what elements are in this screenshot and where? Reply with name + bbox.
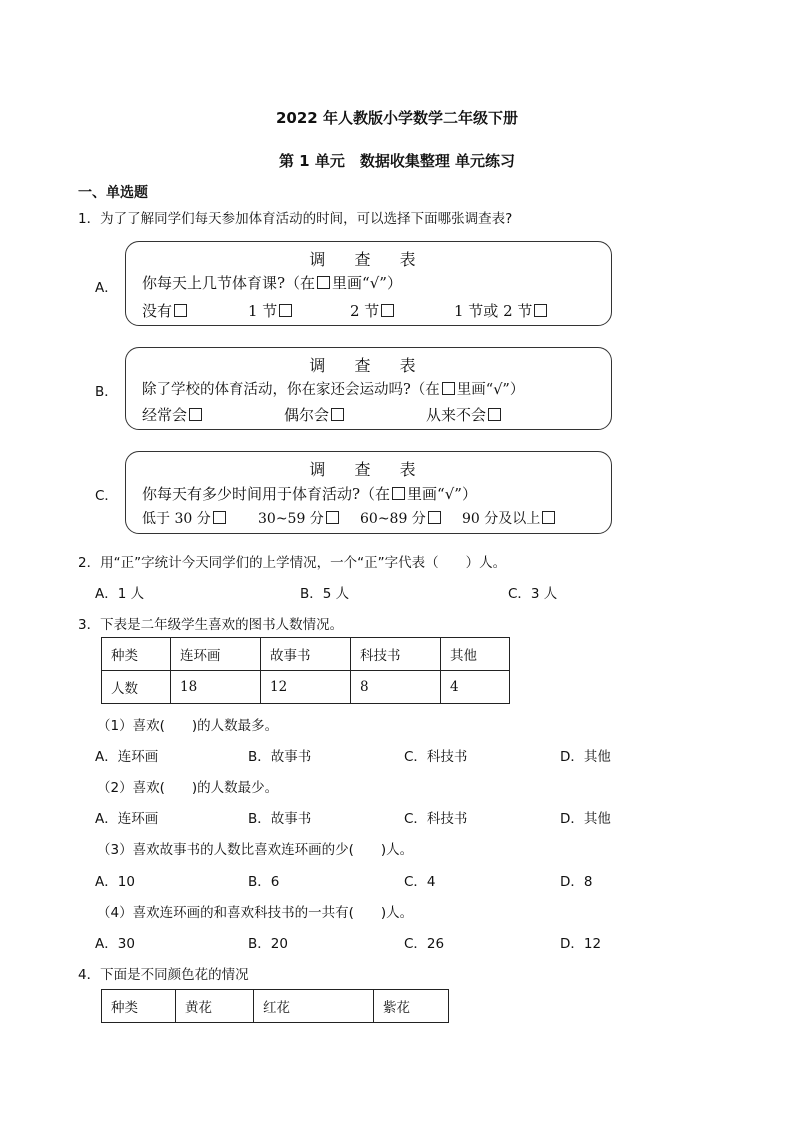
- checkbox-icon: [534, 304, 547, 317]
- survey-b-choice-1: 经常会: [142, 404, 202, 425]
- question-4-text: 4．下面是不同颜色花的情况: [78, 967, 249, 983]
- section-heading: 一、单选题: [78, 185, 148, 201]
- table-cell: 8: [351, 671, 441, 704]
- checkbox-icon: [488, 408, 501, 421]
- table-cell: 4: [441, 671, 510, 704]
- checkbox-icon: [381, 304, 394, 317]
- table-cell: 黄花: [176, 990, 254, 1023]
- q3-sub3-option-b[interactable]: B．6: [248, 874, 280, 890]
- q3-sub2-option-d[interactable]: D．其他: [560, 811, 611, 827]
- survey-a-prompt: 你每天上几节体育课?（在 里画“√”）: [142, 274, 402, 292]
- q4-data-table: [101, 989, 449, 1023]
- q1-survey-a[interactable]: [125, 241, 612, 326]
- survey-a-choice-3: 2 节: [350, 300, 394, 321]
- q2-option-c[interactable]: C．3 人: [508, 586, 558, 602]
- q1-option-c-letter: C．: [95, 488, 118, 504]
- checkbox-icon: [174, 304, 187, 317]
- table-row: [102, 671, 510, 704]
- table-cell: 其他: [441, 638, 510, 671]
- q3-sub3-text: （3）喜欢故事书的人数比喜欢连环画的少( )人。: [97, 842, 414, 858]
- table-cell: 人数: [102, 671, 171, 704]
- table-cell: 紫花: [374, 990, 449, 1023]
- survey-c-heading: 调 查 表: [309, 460, 428, 479]
- checkbox-icon: [279, 304, 292, 317]
- table-cell: 红花: [254, 990, 374, 1023]
- q3-sub4-option-d[interactable]: D．12: [560, 936, 602, 952]
- q3-sub4-text: （4）喜欢连环画的和喜欢科技书的一共有( )人。: [97, 905, 414, 921]
- checkbox-icon: [542, 511, 555, 524]
- q3-sub2-option-a[interactable]: A．连环画: [95, 811, 159, 827]
- table-header-row: [102, 990, 449, 1023]
- survey-b-choice-2: 偶尔会: [284, 404, 344, 425]
- question-2-text: 2．用“正”字统计今天同学们的上学情况，一个“正”字代表（ ）人。: [78, 555, 507, 571]
- q2-option-a[interactable]: A．1 人: [95, 586, 145, 602]
- q3-sub1-option-a[interactable]: A．连环画: [95, 749, 159, 765]
- q1-option-b-letter: B．: [95, 384, 118, 400]
- q3-sub1-option-c[interactable]: C．科技书: [404, 749, 468, 765]
- question-3-text: 3．下表是二年级学生喜欢的图书人数情况。: [78, 617, 344, 633]
- table-header-row: [102, 638, 510, 671]
- q2-option-b[interactable]: B．5 人: [300, 586, 350, 602]
- q3-sub3-option-d[interactable]: D．8: [560, 874, 593, 890]
- q3-sub2-option-b[interactable]: B．故事书: [248, 811, 312, 827]
- table-cell: 故事书: [261, 638, 351, 671]
- checkbox-icon: [428, 511, 441, 524]
- survey-b-prompt: 除了学校的体育活动，你在家还会运动吗?（在 里画“√”）: [142, 382, 525, 398]
- q3-sub3-option-c[interactable]: C．4: [404, 874, 436, 890]
- table-cell: 种类: [102, 638, 171, 671]
- survey-c-prompt: 你每天有多少时间用于体育活动?（在 里画“√”）: [142, 485, 477, 503]
- q1-survey-b[interactable]: [125, 347, 612, 430]
- survey-a-heading: 调 查 表: [309, 250, 428, 269]
- survey-a-choice-2: 1 节: [248, 300, 292, 321]
- checkbox-icon: [317, 276, 330, 289]
- q3-sub2-text: （2）喜欢( )的人数最少。: [97, 780, 279, 796]
- survey-b-heading: 调 查 表: [309, 356, 428, 375]
- q3-data-table: [101, 637, 510, 704]
- survey-a-choice-1: 没有: [142, 300, 187, 321]
- q3-sub4-option-c[interactable]: C．26: [404, 936, 445, 952]
- q3-sub1-option-b[interactable]: B．故事书: [248, 749, 312, 765]
- question-1-text: 1．为了了解同学们每天参加体育活动的时间，可以选择下面哪张调查表?: [78, 211, 513, 227]
- checkbox-icon: [392, 487, 405, 500]
- table-cell: 种类: [102, 990, 176, 1023]
- q3-sub1-option-d[interactable]: D．其他: [560, 749, 611, 765]
- table-cell: 科技书: [351, 638, 441, 671]
- checkbox-icon: [331, 408, 344, 421]
- checkbox-icon: [213, 511, 226, 524]
- q3-sub2-option-c[interactable]: C．科技书: [404, 811, 468, 827]
- q3-sub4-option-b[interactable]: B．20: [248, 936, 288, 952]
- q1-option-a-letter: A．: [95, 280, 118, 296]
- checkbox-icon: [189, 408, 202, 421]
- survey-c-choice-3: 60~89 分: [360, 508, 441, 528]
- table-cell: 12: [261, 671, 351, 704]
- survey-c-choice-4: 90 分及以上: [462, 508, 555, 528]
- survey-b-choice-3: 从来不会: [426, 404, 501, 425]
- q3-sub3-option-a[interactable]: A．10: [95, 874, 135, 890]
- q1-survey-c[interactable]: [125, 451, 612, 534]
- table-cell: 18: [171, 671, 261, 704]
- survey-a-choice-4: 1 节或 2 节: [454, 300, 547, 321]
- checkbox-icon: [326, 511, 339, 524]
- q3-sub4-option-a[interactable]: A．30: [95, 936, 135, 952]
- survey-c-choice-1: 低于 30 分: [142, 508, 226, 528]
- survey-c-choice-2: 30~59 分: [258, 508, 339, 528]
- checkbox-icon: [442, 382, 455, 395]
- document-subtitle: 第 1 单元 数据收集整理 单元练习: [278, 152, 516, 170]
- table-cell: 连环画: [171, 638, 261, 671]
- document-title: 2022 年人教版小学数学二年级下册: [276, 109, 518, 127]
- q3-sub1-text: （1）喜欢( )的人数最多。: [97, 718, 279, 734]
